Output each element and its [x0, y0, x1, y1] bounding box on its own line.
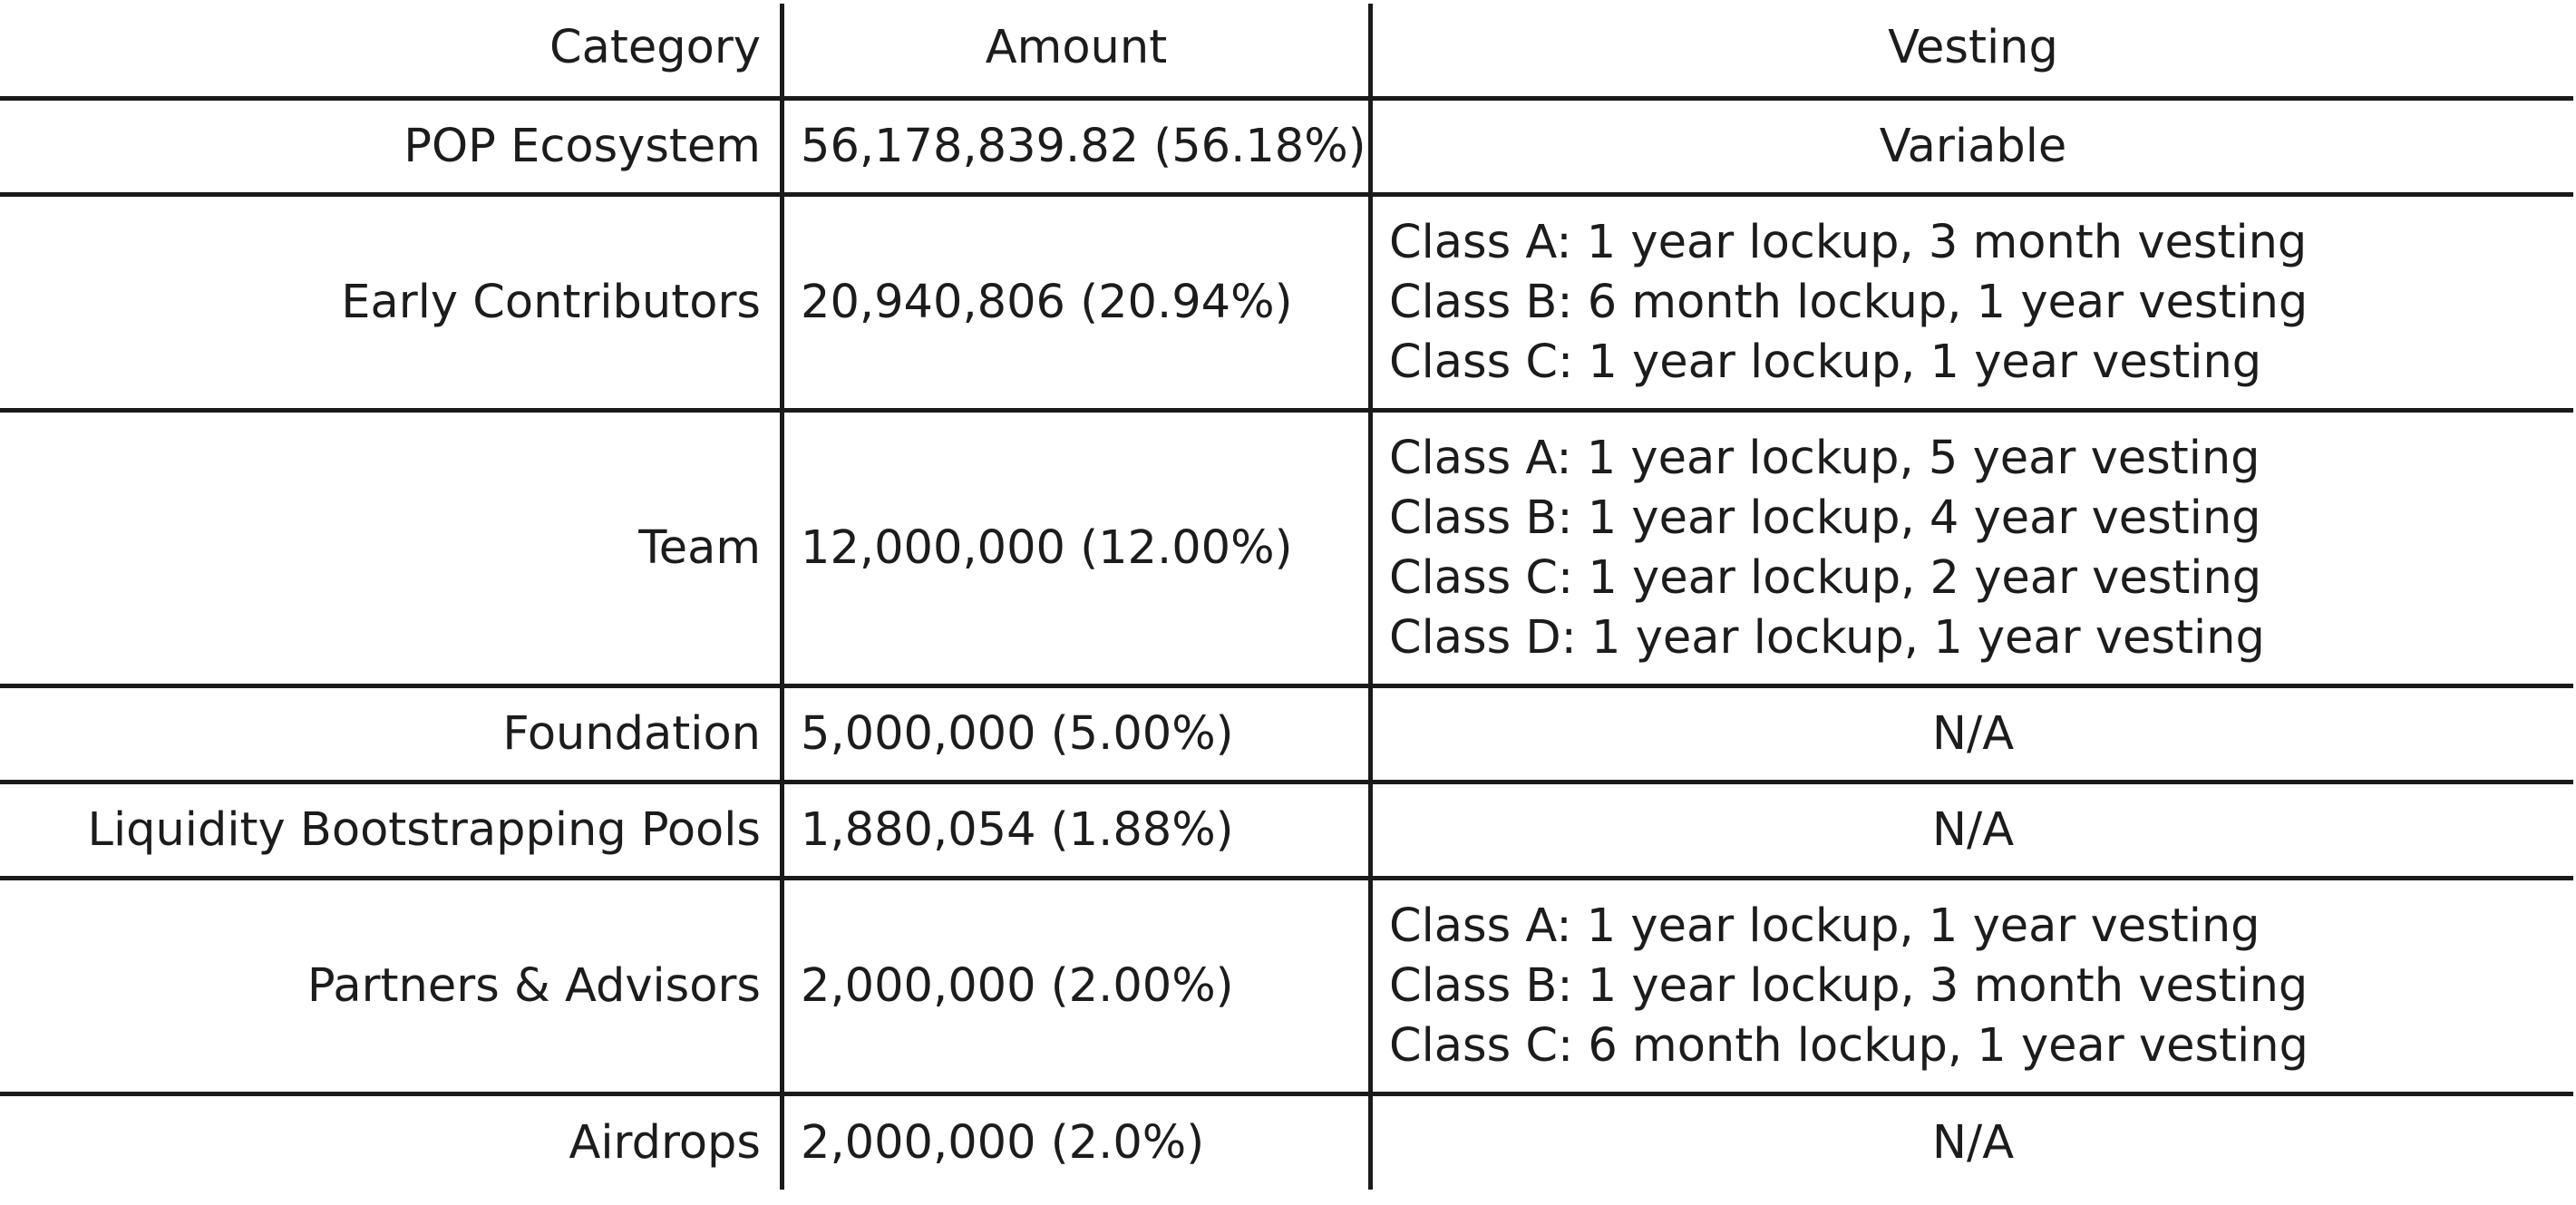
vesting-line: N/A [1931, 1115, 2015, 1170]
amount-value: 56,178,839.82 (56.18%) [801, 119, 1366, 173]
category-cell [0, 880, 780, 1092]
header-amount-label: Amount [985, 21, 1168, 74]
amount-value: 2,000,000 (2.00%) [801, 958, 1234, 1013]
amount-value: 2,000,000 (2.0%) [801, 1115, 1205, 1170]
category-cell [0, 197, 780, 408]
vesting-line: Class D: 1 year lockup, 1 year vesting [1389, 610, 2265, 665]
header-amount [784, 0, 1368, 96]
amount-value: 1,880,054 (1.88%) [801, 802, 1234, 857]
vesting-cell [1373, 1096, 2573, 1190]
vesting-line: Class C: 1 year lockup, 1 year vesting [1389, 335, 2262, 389]
vesting-line: N/A [1931, 802, 2015, 857]
vesting-line: Class A: 1 year lockup, 5 year vesting [1389, 431, 2260, 485]
category-label: Foundation [502, 706, 761, 761]
amount-value: 20,940,806 (20.94%) [801, 275, 1293, 329]
category-label: Partners & Advisors [306, 958, 761, 1013]
vesting-cell [1373, 197, 2573, 408]
amount-cell [784, 784, 1368, 876]
header-category-label: Category [549, 21, 761, 74]
vesting-line: Class C: 6 month lockup, 1 year vesting [1389, 1018, 2309, 1073]
category-label: Liquidity Bootstrapping Pools [87, 802, 761, 857]
vesting-line: Variable [1879, 119, 2067, 173]
table-header-row [0, 0, 2573, 96]
category-cell [0, 101, 780, 192]
vesting-cell [1373, 880, 2573, 1092]
header-category [0, 0, 780, 96]
amount-cell [784, 101, 1368, 192]
category-label: Airdrops [569, 1115, 761, 1170]
header-vesting-label: Vesting [1888, 21, 2058, 74]
vesting-line: Class C: 1 year lockup, 2 year vesting [1389, 550, 2262, 605]
header-vesting [1373, 0, 2573, 96]
category-label: Team [638, 520, 761, 575]
category-cell [0, 688, 780, 780]
vesting-cell [1373, 688, 2573, 780]
amount-cell [784, 413, 1368, 684]
vesting-line: Class B: 1 year lockup, 3 month vesting [1389, 958, 2309, 1013]
vesting-cell [1373, 784, 2573, 876]
vesting-cell [1373, 101, 2573, 192]
table-row [0, 880, 2573, 1092]
category-cell [0, 413, 780, 684]
category-cell [0, 1096, 780, 1190]
vesting-line: Class B: 6 month lockup, 1 year vesting [1389, 275, 2309, 329]
amount-cell [784, 880, 1368, 1092]
category-label: Early Contributors [341, 275, 761, 329]
amount-value: 12,000,000 (12.00%) [801, 520, 1293, 575]
table-row [0, 413, 2573, 684]
table-row [0, 101, 2573, 192]
table-row [0, 688, 2573, 780]
vesting-line: Class A: 1 year lockup, 3 month vesting [1389, 215, 2308, 269]
table-row [0, 1096, 2573, 1190]
category-cell [0, 784, 780, 876]
vesting-line: N/A [1931, 706, 2015, 761]
amount-cell [784, 197, 1368, 408]
category-label: POP Ecosystem [403, 119, 761, 173]
amount-cell [784, 688, 1368, 780]
table-row [0, 784, 2573, 876]
table-row [0, 197, 2573, 408]
amount-value: 5,000,000 (5.00%) [801, 706, 1234, 761]
vesting-line: Class A: 1 year lockup, 1 year vesting [1389, 899, 2260, 953]
amount-cell [784, 1096, 1368, 1190]
vesting-line: Class B: 1 year lockup, 4 year vesting [1389, 491, 2261, 545]
vesting-cell [1373, 413, 2573, 684]
